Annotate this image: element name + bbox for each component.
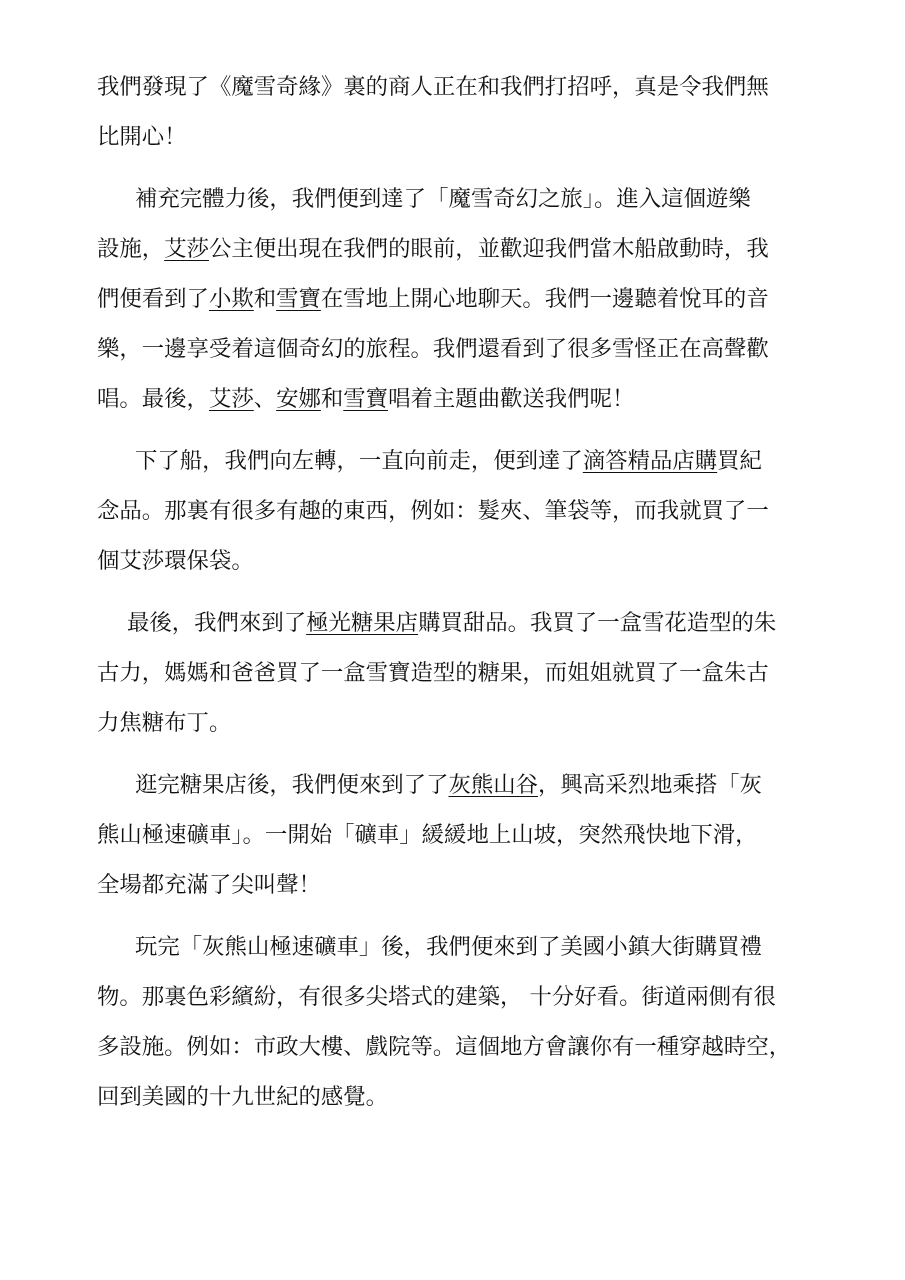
text-line (97, 384, 634, 414)
text-line (97, 284, 769, 314)
text-run: 公主便出現在我們的眼前，並歡迎我們當木船啟動時，我 (208, 236, 769, 262)
text-run: 買紀 (717, 448, 762, 474)
text-run: 玩完「灰熊山極速礦車」後，我們便來到了美國小鎮大街購買禮 (135, 934, 762, 960)
text-line (97, 658, 769, 688)
text-line (97, 496, 769, 526)
text-line (97, 334, 769, 364)
text-run: 樂，一邊享受着這個奇幻的旅程。我們還看到了很多雪怪正在高聲歡 (97, 336, 769, 362)
underlined-name: 安娜 (276, 386, 321, 412)
text-run: 個艾莎環保袋。 (97, 548, 254, 574)
text-line (135, 932, 762, 962)
underlined-name: 雪寶 (343, 386, 389, 412)
text-line (97, 234, 769, 264)
text-line (97, 1082, 388, 1112)
text-run: 、 (253, 386, 277, 412)
text-run: 力焦糖布丁。 (97, 710, 232, 736)
text-line (97, 820, 758, 850)
underlined-name: 灰熊山谷 (448, 772, 539, 798)
underlined-name: 雪寶 (276, 286, 321, 312)
text-line (97, 870, 321, 900)
text-run: 設施， (97, 236, 165, 262)
text-run: 們便看到了 (97, 286, 209, 312)
text-run: 在雪地上開心地聊天。我們一邊聽着悅耳的音 (320, 286, 769, 312)
text-run: ，興高采烈地乘搭「灰 (538, 772, 762, 798)
text-run: 我們發現了《魔雪奇緣》裏的商人正在和我們打招呼，真是令我們無 (97, 74, 769, 100)
text-run: 古力，媽媽和爸爸買了一盒雪寶造型的糖果，而姐姐就買了一盒朱古 (97, 660, 769, 686)
underlined-name: 小欺 (208, 286, 254, 312)
text-run: 回到美國的十九世紀的感覺。 (97, 1084, 389, 1110)
text-run: 物。那裏色彩繽紛，有很多尖塔式的建築， 十分好看。街道兩側有很 (97, 984, 776, 1010)
text-line (97, 546, 254, 576)
text-run: 和 (253, 286, 277, 312)
underlined-name: 艾莎 (164, 236, 209, 262)
underlined-name: 滴答精品店購 (582, 448, 718, 474)
text-run: 全場都充滿了尖叫聲！ (97, 872, 321, 898)
text-run: 和 (320, 386, 344, 412)
text-line (97, 708, 231, 738)
text-run: 唱。最後， (97, 386, 209, 412)
text-run: 唱着主題曲歡送我們呢！ (388, 386, 635, 412)
text-line (135, 770, 762, 800)
text-run: 熊山極速礦車」。一開始「礦車」緩緩地上山坡，突然飛快地下滑， (97, 822, 758, 848)
underlined-name: 極光糖果店 (306, 610, 419, 636)
text-run: 逛完糖果店後，我們便來到了了 (135, 772, 449, 798)
text-run: 補充完體力後，我們便到達了「魔雪奇幻之旅」。進入這個遊樂 (135, 186, 751, 212)
text-line (97, 1032, 791, 1062)
text-run: 購買甜品。我買了一盒雪花造型的朱 (418, 610, 777, 636)
text-run: 念品。那裏有很多有趣的東西，例如：髮夾、筆袋等，而我就買了一 (97, 498, 769, 524)
text-run: 下了船，我們向左轉，一直向前走，便到達了 (135, 448, 583, 474)
text-line (135, 184, 751, 214)
underlined-name: 艾莎 (208, 386, 254, 412)
text-line (97, 122, 187, 152)
text-run: 最後，我們來到了 (127, 610, 307, 636)
text-line (97, 982, 776, 1012)
text-line (127, 608, 776, 638)
text-line (135, 446, 762, 476)
text-line (97, 72, 769, 102)
text-run: 多設施。例如：市政大樓、戲院等。這個地方會讓你有一種穿越時空， (97, 1034, 792, 1060)
text-run: 比開心！ (97, 124, 187, 150)
